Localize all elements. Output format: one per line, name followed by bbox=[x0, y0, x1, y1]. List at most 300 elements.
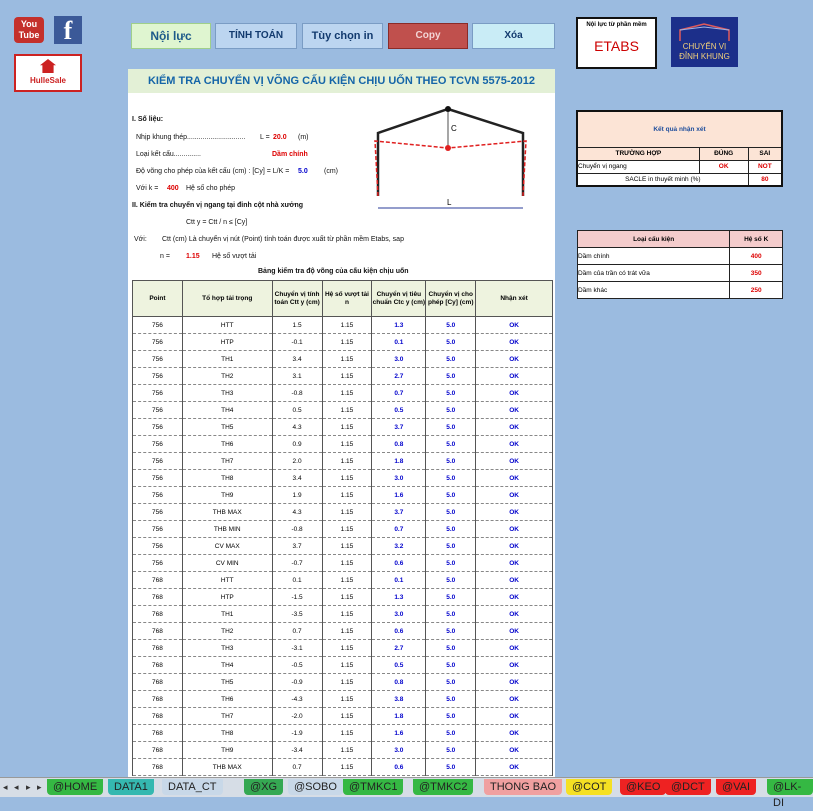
table-cell: 5.0 bbox=[426, 640, 476, 657]
table-cell: 0.5 bbox=[272, 402, 322, 419]
table-cell: 1.15 bbox=[322, 521, 372, 538]
table-row bbox=[133, 470, 553, 487]
table-cell: 3.0 bbox=[372, 606, 426, 623]
table-cell: -1.9 bbox=[272, 725, 322, 742]
table-cell: OK bbox=[476, 453, 553, 470]
table-cell: OK bbox=[476, 351, 553, 368]
scale-value[interactable]: 80 bbox=[748, 173, 782, 186]
table-row bbox=[133, 708, 553, 725]
table-cell: 768 bbox=[133, 742, 183, 759]
table-cell: 3.8 bbox=[372, 691, 426, 708]
table-cell: 5.0 bbox=[426, 419, 476, 436]
table-cell: 5.0 bbox=[426, 538, 476, 555]
table-cell: 0.1 bbox=[272, 572, 322, 589]
table-row bbox=[133, 402, 553, 419]
clear-button[interactable]: Xóa bbox=[472, 23, 555, 49]
span-label: Nhịp khung thép.............................. bbox=[136, 134, 246, 141]
table-header-cell: Hệ số vượt tải n bbox=[322, 281, 372, 317]
table-row bbox=[133, 385, 553, 402]
table-cell: 0.8 bbox=[372, 674, 426, 691]
table-cell: 4.3 bbox=[272, 504, 322, 521]
table-cell: TH2 bbox=[182, 623, 272, 640]
table-cell: OK bbox=[476, 521, 553, 538]
table-cell: OK bbox=[476, 657, 553, 674]
results-col-fail: SAI bbox=[748, 147, 782, 160]
table-cell: OK bbox=[476, 487, 553, 504]
k-desc: Hệ số cho phép bbox=[186, 185, 236, 192]
results-title: Kết quả nhận xét bbox=[577, 111, 782, 147]
type-label: Loại kết cấu.............. bbox=[136, 151, 201, 158]
table-cell: 3.0 bbox=[372, 351, 426, 368]
table-cell: 756 bbox=[133, 419, 183, 436]
table-cell: 5.0 bbox=[426, 606, 476, 623]
table-cell: 1.15 bbox=[322, 572, 372, 589]
table-cell: 768 bbox=[133, 759, 183, 776]
table-cell: 1.15 bbox=[322, 436, 372, 453]
allow-label: Độ võng cho phép của kết cấu (cm) : [Cy] = L/K = bbox=[136, 168, 290, 175]
table-cell: OK bbox=[476, 759, 553, 776]
table-cell: 5.0 bbox=[426, 470, 476, 487]
coef-row-label: Dầm của trần có trát vữa bbox=[578, 265, 730, 282]
table-cell: 768 bbox=[133, 623, 183, 640]
table-row bbox=[133, 317, 553, 334]
table-header-cell: Point bbox=[133, 281, 183, 317]
sheet-tab[interactable]: @TMKC2 bbox=[413, 779, 473, 795]
sheet-tab[interactable]: @XG bbox=[244, 779, 283, 795]
table-cell: 1.15 bbox=[322, 555, 372, 572]
table-cell: 756 bbox=[133, 402, 183, 419]
software-label: Nội lực từ phần mềm bbox=[586, 22, 647, 28]
table-cell: 768 bbox=[133, 606, 183, 623]
table-cell: 0.7 bbox=[372, 385, 426, 402]
table-cell: THB MAX bbox=[182, 504, 272, 521]
print-options-button[interactable]: Tùy chọn in bbox=[302, 23, 383, 49]
table-cell: OK bbox=[476, 725, 553, 742]
table-cell: 1.15 bbox=[322, 419, 372, 436]
table-cell: 5.0 bbox=[426, 623, 476, 640]
span-eq: L = bbox=[260, 134, 270, 141]
coef-row-value: 400 bbox=[730, 248, 783, 265]
table-cell: 1.15 bbox=[322, 334, 372, 351]
table-cell: 3.4 bbox=[272, 470, 322, 487]
table-cell: 5.0 bbox=[426, 691, 476, 708]
table-cell: 1.3 bbox=[372, 589, 426, 606]
table-cell: 0.8 bbox=[372, 436, 426, 453]
table-cell: -0.9 bbox=[272, 674, 322, 691]
table-row bbox=[133, 351, 553, 368]
table-cell: 1.15 bbox=[322, 623, 372, 640]
table-row bbox=[133, 691, 553, 708]
table-cell: 5.0 bbox=[426, 674, 476, 691]
table-cell: 5.0 bbox=[426, 504, 476, 521]
table-cell: 3.1 bbox=[272, 368, 322, 385]
table-cell: 3.7 bbox=[372, 504, 426, 521]
coef-row-label: Dầm khác bbox=[578, 282, 730, 299]
table-cell: -3.5 bbox=[272, 606, 322, 623]
table-cell: TH7 bbox=[182, 708, 272, 725]
with-label: Với: bbox=[134, 236, 147, 243]
section2-heading: II. Kiểm tra chuyển vị ngang tại đỉnh cột nhà xưởng bbox=[132, 202, 304, 209]
table-cell: 3.7 bbox=[272, 538, 322, 555]
table-cell: 768 bbox=[133, 572, 183, 589]
sheet-tab[interactable]: @VAI bbox=[716, 779, 756, 795]
table-cell: CV MAX bbox=[182, 538, 272, 555]
table-cell: 756 bbox=[133, 436, 183, 453]
table-cell: 768 bbox=[133, 725, 183, 742]
type-value: Dầm chính bbox=[272, 151, 308, 158]
table-cell: OK bbox=[476, 368, 553, 385]
table-cell: OK bbox=[476, 674, 553, 691]
table-cell: OK bbox=[476, 572, 553, 589]
scale-label: SACLE in thuyết minh (%) bbox=[577, 173, 748, 186]
table-cell: 5.0 bbox=[426, 453, 476, 470]
table-cell: 1.5 bbox=[272, 317, 322, 334]
table-cell: 0.7 bbox=[272, 623, 322, 640]
table-cell: HTT bbox=[182, 572, 272, 589]
table-cell: HTP bbox=[182, 334, 272, 351]
table-cell: -4.3 bbox=[272, 691, 322, 708]
table-header-cell: Nhận xét bbox=[476, 281, 553, 317]
table-cell: TH8 bbox=[182, 725, 272, 742]
table-cell: OK bbox=[476, 691, 553, 708]
sheet-tab[interactable]: @TMKC1 bbox=[343, 779, 403, 795]
table-cell: 1.15 bbox=[322, 504, 372, 521]
table-cell: 5.0 bbox=[426, 759, 476, 776]
table-cell: TH4 bbox=[182, 657, 272, 674]
chuyen-vi-logo[interactable] bbox=[671, 17, 738, 67]
table-cell: 1.8 bbox=[372, 708, 426, 725]
table-cell: OK bbox=[476, 419, 553, 436]
copy-button[interactable]: Copy bbox=[388, 23, 468, 49]
noi-luc-button[interactable]: Nội lực bbox=[131, 23, 211, 49]
coef-col2: Hệ số K bbox=[730, 231, 783, 248]
table-cell: TH9 bbox=[182, 487, 272, 504]
results-col-case: TRƯỜNG HỢP bbox=[577, 147, 699, 160]
table-cell: 1.3 bbox=[372, 317, 426, 334]
table-row bbox=[133, 725, 553, 742]
table-cell: 5.0 bbox=[426, 402, 476, 419]
table-cell: 5.0 bbox=[426, 334, 476, 351]
sheet-title: KIỂM TRA CHUYỂN VỊ VÕNG CẤU KIỆN CHỊU UỐN THEO TCVN 5575-2012 bbox=[128, 69, 555, 93]
table-cell: 1.15 bbox=[322, 351, 372, 368]
sheet-tab[interactable]: @DCT bbox=[665, 779, 711, 795]
table-cell: 768 bbox=[133, 640, 183, 657]
table-title: Bảng kiểm tra độ võng của cấu kiện chịu uốn bbox=[258, 268, 409, 275]
table-cell: 1.15 bbox=[322, 402, 372, 419]
table-cell: THB MIN bbox=[182, 521, 272, 538]
allow-unit: (cm) bbox=[324, 168, 338, 175]
table-cell: 1.15 bbox=[322, 538, 372, 555]
sheet-tab[interactable]: @HOME bbox=[47, 779, 103, 795]
table-cell: OK bbox=[476, 555, 553, 572]
table-cell: 0.9 bbox=[272, 436, 322, 453]
span-unit: (m) bbox=[298, 134, 309, 141]
table-cell: TH5 bbox=[182, 674, 272, 691]
table-row bbox=[133, 453, 553, 470]
results-row-label: Chuyển vị ngang bbox=[577, 160, 699, 173]
table-cell: 0.6 bbox=[372, 555, 426, 572]
table-cell: 1.15 bbox=[322, 606, 372, 623]
table-row bbox=[133, 589, 553, 606]
table-row bbox=[133, 623, 553, 640]
table-cell: HTT bbox=[182, 317, 272, 334]
table-cell: 1.15 bbox=[322, 487, 372, 504]
table-cell: 756 bbox=[133, 470, 183, 487]
table-cell: 2.7 bbox=[372, 640, 426, 657]
software-value: ETABS bbox=[594, 38, 639, 54]
table-cell: 5.0 bbox=[426, 742, 476, 759]
table-cell: 0.1 bbox=[372, 572, 426, 589]
c-label: C bbox=[451, 124, 457, 133]
with-desc: Ctt (cm) Là chuyển vị nút (Point) tính toán được xuất từ phần mềm Etabs, sap bbox=[162, 236, 404, 243]
results-row-fail: NOT bbox=[748, 160, 782, 173]
table-cell: 1.15 bbox=[322, 674, 372, 691]
table-cell: TH6 bbox=[182, 691, 272, 708]
table-cell: 1.15 bbox=[322, 368, 372, 385]
table-cell: 1.15 bbox=[322, 742, 372, 759]
table-cell: -2.0 bbox=[272, 708, 322, 725]
tinh-toan-button[interactable]: TÍNH TOÁN bbox=[215, 23, 297, 49]
table-header-cell: Tổ hợp tải trọng bbox=[182, 281, 272, 317]
table-cell: 1.15 bbox=[322, 725, 372, 742]
table-cell: 2.0 bbox=[272, 453, 322, 470]
table-cell: TH2 bbox=[182, 368, 272, 385]
table-cell: 0.6 bbox=[372, 759, 426, 776]
table-cell: 756 bbox=[133, 487, 183, 504]
table-cell: TH9 bbox=[182, 742, 272, 759]
table-header-cell: Chuyển vị cho phép [Cy] (cm) bbox=[426, 281, 476, 317]
results-row-ok: OK bbox=[699, 160, 748, 173]
table-cell: OK bbox=[476, 385, 553, 402]
n-value: 1.15 bbox=[186, 253, 200, 260]
table-cell: 3.7 bbox=[372, 419, 426, 436]
sheet-tab[interactable]: DATA_CT bbox=[162, 779, 223, 795]
results-panel bbox=[576, 110, 783, 187]
table-cell: OK bbox=[476, 640, 553, 657]
table-row bbox=[133, 572, 553, 589]
table-row bbox=[133, 504, 553, 521]
table-cell: OK bbox=[476, 402, 553, 419]
table-cell: 5.0 bbox=[426, 725, 476, 742]
n-label: n = bbox=[160, 253, 170, 260]
results-col-ok: ĐÚNG bbox=[699, 147, 748, 160]
tab-scroll-next-icon[interactable]: ▸ bbox=[26, 782, 31, 792]
table-cell: TH4 bbox=[182, 402, 272, 419]
table-cell: 5.0 bbox=[426, 436, 476, 453]
table-row bbox=[133, 759, 553, 776]
logo-line2: ĐỈNH KHUNG bbox=[679, 52, 730, 61]
table-cell: 1.9 bbox=[272, 487, 322, 504]
table-cell: TH1 bbox=[182, 351, 272, 368]
table-row bbox=[133, 606, 553, 623]
table-cell: -0.7 bbox=[272, 555, 322, 572]
table-cell: 1.15 bbox=[322, 385, 372, 402]
k-coefficient-table bbox=[577, 230, 783, 299]
coef-row-value: 350 bbox=[730, 265, 783, 282]
hullesale-logo[interactable] bbox=[14, 54, 82, 92]
table-cell: 0.5 bbox=[372, 657, 426, 674]
table-cell: 0.7 bbox=[272, 759, 322, 776]
table-cell: 768 bbox=[133, 657, 183, 674]
table-cell: 756 bbox=[133, 538, 183, 555]
allow-value: 5.0 bbox=[298, 168, 308, 175]
table-cell: 1.15 bbox=[322, 470, 372, 487]
frame-original bbox=[378, 109, 523, 196]
table-cell: -3.1 bbox=[272, 640, 322, 657]
table-cell: OK bbox=[476, 538, 553, 555]
span-value: 20.0 bbox=[273, 134, 287, 141]
table-row bbox=[133, 334, 553, 351]
calc-sheet bbox=[128, 69, 555, 777]
table-row bbox=[133, 674, 553, 691]
tab-scroll-right-icon[interactable]: ▸ bbox=[37, 782, 42, 792]
table-cell: -0.8 bbox=[272, 521, 322, 538]
table-row bbox=[133, 657, 553, 674]
sheet-tab[interactable]: THONG BAO bbox=[484, 779, 562, 795]
table-cell: -0.5 bbox=[272, 657, 322, 674]
table-cell: OK bbox=[476, 317, 553, 334]
table-cell: 756 bbox=[133, 453, 183, 470]
table-cell: OK bbox=[476, 606, 553, 623]
table-cell: 0.5 bbox=[372, 402, 426, 419]
table-cell: TH7 bbox=[182, 453, 272, 470]
table-cell: 1.8 bbox=[372, 453, 426, 470]
k-value: 400 bbox=[167, 185, 179, 192]
table-cell: 756 bbox=[133, 334, 183, 351]
table-cell: HTP bbox=[182, 589, 272, 606]
table-row bbox=[133, 521, 553, 538]
table-cell: 5.0 bbox=[426, 521, 476, 538]
table-cell: 5.0 bbox=[426, 317, 476, 334]
table-cell: 756 bbox=[133, 351, 183, 368]
table-cell: -3.4 bbox=[272, 742, 322, 759]
table-cell: 0.7 bbox=[372, 521, 426, 538]
table-cell: 5.0 bbox=[426, 368, 476, 385]
table-cell: 1.6 bbox=[372, 725, 426, 742]
software-box[interactable] bbox=[576, 17, 657, 69]
logo-line1: CHUYỂN VỊ bbox=[682, 42, 727, 51]
table-cell: TH5 bbox=[182, 419, 272, 436]
table-cell: 5.0 bbox=[426, 572, 476, 589]
table-cell: 0.6 bbox=[372, 623, 426, 640]
table-cell: 1.6 bbox=[372, 487, 426, 504]
table-row bbox=[133, 538, 553, 555]
check-table bbox=[132, 280, 553, 776]
table-row bbox=[133, 419, 553, 436]
table-cell: 768 bbox=[133, 708, 183, 725]
table-cell: 768 bbox=[133, 674, 183, 691]
house-icon bbox=[40, 59, 56, 73]
sheet-tabs-bar bbox=[0, 777, 813, 809]
table-cell: 5.0 bbox=[426, 351, 476, 368]
sheet-tab[interactable]: @COT bbox=[566, 779, 612, 795]
sheet-tab[interactable]: DATA1 bbox=[108, 779, 154, 795]
tab-scroll-prev-icon[interactable]: ◂ bbox=[14, 782, 19, 792]
table-header-cell: Chuyển vị tiêu chuẩn Ctc y (cm) bbox=[372, 281, 426, 317]
table-cell: OK bbox=[476, 623, 553, 640]
table-cell: 1.15 bbox=[322, 759, 372, 776]
coef-row-label: Dầm chính bbox=[578, 248, 730, 265]
node-deformed bbox=[445, 145, 451, 151]
table-row bbox=[133, 640, 553, 657]
table-row bbox=[133, 555, 553, 572]
table-cell: 768 bbox=[133, 691, 183, 708]
table-cell: 1.15 bbox=[322, 589, 372, 606]
table-cell: THB MAX bbox=[182, 759, 272, 776]
table-cell: TH1 bbox=[182, 606, 272, 623]
l-label: L bbox=[447, 198, 452, 207]
frame-logo-icon bbox=[677, 22, 732, 42]
table-cell: OK bbox=[476, 334, 553, 351]
table-cell: OK bbox=[476, 504, 553, 521]
k-label: Với k = bbox=[136, 185, 159, 192]
table-cell: 1.15 bbox=[322, 640, 372, 657]
table-cell: 756 bbox=[133, 317, 183, 334]
tab-scroll-left-icon[interactable]: ◂ bbox=[3, 782, 8, 792]
table-cell: OK bbox=[476, 436, 553, 453]
table-cell: 3.0 bbox=[372, 742, 426, 759]
table-cell: 768 bbox=[133, 589, 183, 606]
coef-row-value: 250 bbox=[730, 282, 783, 299]
table-row bbox=[133, 487, 553, 504]
table-cell: OK bbox=[476, 742, 553, 759]
table-row bbox=[133, 436, 553, 453]
sheet-tab[interactable]: @SOBO bbox=[288, 779, 343, 795]
formula: Ctt y = Ctt / n ≤ [Cy] bbox=[186, 219, 248, 226]
table-cell: 5.0 bbox=[426, 657, 476, 674]
table-cell: TH6 bbox=[182, 436, 272, 453]
facebook-icon[interactable] bbox=[54, 16, 82, 44]
table-cell: -0.8 bbox=[272, 385, 322, 402]
hullesale-label: HulleSale bbox=[29, 76, 66, 85]
youtube-icon[interactable] bbox=[14, 17, 44, 43]
node-top bbox=[445, 106, 451, 112]
facebook-label: f bbox=[63, 16, 73, 45]
table-cell: 3.4 bbox=[272, 351, 322, 368]
table-cell: 5.0 bbox=[426, 385, 476, 402]
sheet-tab[interactable]: @KEO bbox=[620, 779, 666, 795]
table-cell: OK bbox=[476, 708, 553, 725]
sheet-tab[interactable]: @LK-DI bbox=[767, 779, 813, 795]
table-cell: CV MIN bbox=[182, 555, 272, 572]
table-row bbox=[133, 742, 553, 759]
table-cell: 5.0 bbox=[426, 589, 476, 606]
table-cell: 2.7 bbox=[372, 368, 426, 385]
table-cell: 756 bbox=[133, 521, 183, 538]
table-cell: OK bbox=[476, 470, 553, 487]
table-cell: -0.1 bbox=[272, 334, 322, 351]
table-cell: 756 bbox=[133, 385, 183, 402]
table-cell: 1.15 bbox=[322, 691, 372, 708]
table-cell: 3.0 bbox=[372, 470, 426, 487]
table-cell: 3.2 bbox=[372, 538, 426, 555]
table-cell: 5.0 bbox=[426, 555, 476, 572]
table-row bbox=[133, 368, 553, 385]
table-cell: -1.5 bbox=[272, 589, 322, 606]
table-cell: 5.0 bbox=[426, 487, 476, 504]
table-cell: 5.0 bbox=[426, 708, 476, 725]
table-cell: 756 bbox=[133, 504, 183, 521]
table-cell: TH8 bbox=[182, 470, 272, 487]
coef-col1: Loại cấu kiện bbox=[578, 231, 730, 248]
table-cell: 0.1 bbox=[372, 334, 426, 351]
table-cell: 1.15 bbox=[322, 317, 372, 334]
section1-heading: I. Số liệu: bbox=[132, 116, 164, 123]
n-desc: Hệ số vượt tải bbox=[212, 253, 257, 260]
table-cell: TH3 bbox=[182, 640, 272, 657]
table-cell: 756 bbox=[133, 368, 183, 385]
table-cell: 4.3 bbox=[272, 419, 322, 436]
